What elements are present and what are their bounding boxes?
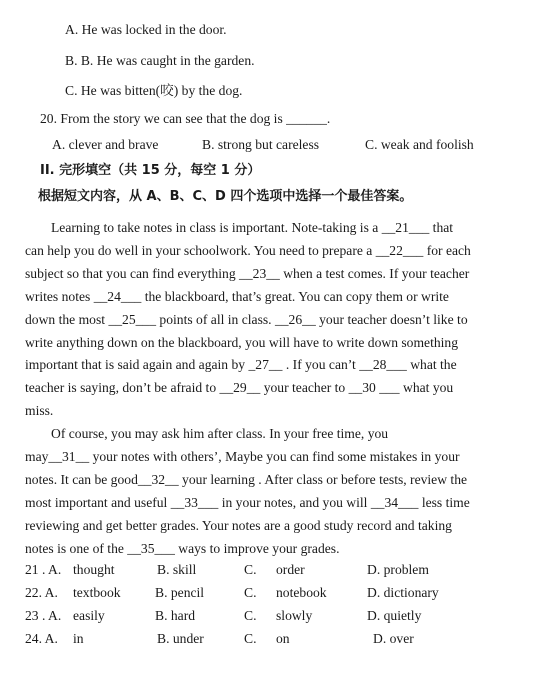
q20-option-c: C. weak and foolish — [365, 137, 474, 152]
choice-c: order — [276, 562, 305, 577]
section-instruction: 根据短文内容，从 A、B、C、D 四个选项中选择一个最佳答案。 — [38, 189, 413, 204]
q20-options — [0, 136, 550, 154]
passage-line: miss. — [25, 403, 54, 418]
passage-line: Of course, you may ask him after class. In your free time, you — [51, 426, 389, 441]
passage-line: Learning to take notes in class is important. Note-taking is a __21___ that — [51, 220, 454, 235]
choice-row-23 — [0, 607, 550, 625]
choice-c-letter: C. — [244, 631, 257, 646]
choice-b: B. hard — [155, 608, 196, 623]
choice-a: easily — [73, 608, 105, 623]
choice-row-21 — [0, 561, 550, 579]
choice-number: 24. A. — [25, 631, 58, 646]
choice-d: D. dictionary — [367, 585, 439, 600]
q19-option-a: A. He was locked in the door. — [65, 22, 227, 37]
choice-b: B. under — [157, 631, 204, 646]
choice-a: textbook — [73, 585, 121, 600]
q20-option-b: B. strong but careless — [202, 137, 320, 152]
choice-a: thought — [73, 562, 115, 577]
passage-line: important that is said again and again by _27__ . If you can’t __28___ what the — [25, 357, 457, 372]
choice-c: on — [276, 631, 290, 646]
choice-number: 22. A. — [25, 585, 58, 600]
passage-line: teacher is saying, don’t be afraid to __29__ your teacher to __30 ___ what you — [25, 380, 454, 395]
passage-line: notes is one of the __35___ ways to improve your grades. — [25, 541, 340, 556]
passage-line: reviewing and get better grades. Your notes are a good study record and taking — [25, 518, 452, 533]
choice-d: D. over — [373, 631, 414, 646]
q20-option-a: A. clever and brave — [52, 137, 159, 152]
choice-c: notebook — [276, 585, 327, 600]
choice-number: 21 . A. — [25, 562, 62, 577]
choice-row-24 — [0, 630, 550, 648]
choice-row-22 — [0, 584, 550, 602]
passage-line: writes notes __24___ the blackboard, that’s great. You can copy them or write — [25, 289, 449, 304]
choice-d: D. quietly — [367, 608, 422, 623]
passage-line: can help you do well in your schoolwork. You need to prepare a __22___ for each — [25, 243, 471, 258]
choice-a: in — [73, 631, 84, 646]
passage-line: subject so that you can find everything __23__ when a test comes. If your teacher — [25, 266, 470, 281]
choice-b: B. pencil — [155, 585, 205, 600]
passage-line: write anything down on the blackboard, you will have to write down something — [25, 335, 459, 350]
choice-number: 23 . A. — [25, 608, 62, 623]
passage-line: down the most __25___ points of all in class. __26__ your teacher doesn’t like to — [25, 312, 468, 327]
choice-c-letter: C. — [244, 562, 257, 577]
passage-line: may__31__ your notes with others’, Maybe you can find some mistakes in your — [25, 449, 460, 464]
q19-option-c: C. He was bitten(咬) by the dog. — [65, 83, 243, 98]
q20-stem: 20. From the story we can see that the dog is ______. — [40, 111, 331, 126]
choice-c-letter: C. — [244, 585, 257, 600]
choice-d: D. problem — [367, 562, 429, 577]
choice-c: slowly — [276, 608, 313, 623]
section-heading: II. 完形填空（共 15 分，每空 1 分） — [40, 163, 261, 178]
choice-b: B. skill — [157, 562, 197, 577]
choice-c-letter: C. — [244, 608, 257, 623]
passage-line: notes. It can be good__32__ your learning . After class or before tests, review the — [25, 472, 468, 487]
passage-line: most important and useful __33___ in your notes, and you will __34___ less time — [25, 495, 470, 510]
q19-option-b: B. B. He was caught in the garden. — [65, 53, 255, 68]
